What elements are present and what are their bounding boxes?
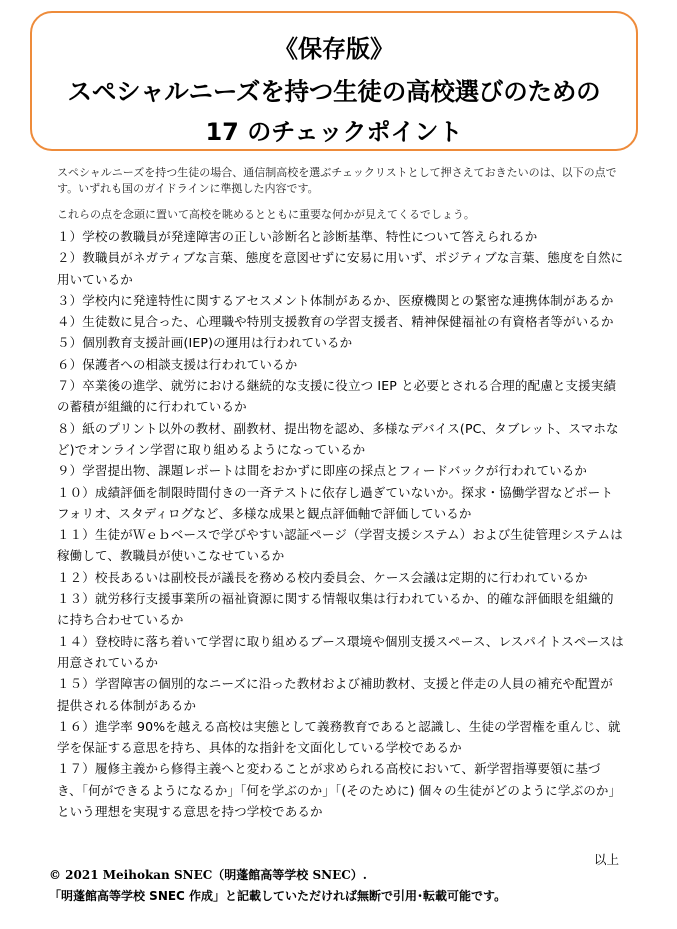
title-box — [30, 11, 638, 151]
checkpoint-item: ５）個別教育支援計画(IEP)の運用は行われているか — [57, 335, 353, 351]
intro-paragraph-1: スペシャルニーズを持つ生徒の場合、通信制高校を選ぶチェックリストとして押さえておきたいのは、以下の点です。いずれも国のガイドラインに準拠した内容です。 — [57, 166, 617, 195]
checkpoint-list — [57, 226, 625, 822]
closing-text: 以上 — [593, 852, 619, 867]
checkpoint-item: １２）校長あるいは副校長が議長を務める校内委員会、ケース会議は定期的に行われているか — [57, 569, 588, 585]
checkpoint-item: １）学校の教職員が発達障害の正しい診断名と診断基準、特性について答えられるか — [57, 229, 538, 244]
checkpoint-item: ７）卒業後の進学、就労における継続的な支援に役立つ IEP と必要とされる合理的配慮と支援実績の蓄積が組織的に行われているか — [57, 378, 617, 415]
title-line-1: 《保存版》 — [274, 35, 394, 63]
title-line-3: 17 のチェックポイント — [205, 118, 463, 146]
checkpoint-item: ６）保護者への相談支援は行われているか — [57, 356, 298, 372]
checkpoint-item: １７）履修主義から修得主義へと変わることが求められる高校において、新学習指導要領に基づき、「何ができるようになるか」「何を学ぶのか」「(そのために) 個々の生徒がどのように学ぶのか」という理想を実現する意思を持つ学校であるか — [57, 761, 622, 820]
copyright-notice: © 2021 Meihokan SNEC（明蓬館高等学校 SNEC）. — [49, 868, 367, 882]
checkpoint-item: １０）成績評価を制限時間付きの一斉テストに依存し過ぎていないか。探求・協働学習などポートフォリオ、スタディログなど、多様な成果と観点評価軸で評価しているか — [57, 484, 614, 521]
checkpoint-item: １１）生徒がＷｅｂベースで学びやすい認証ページ（学習支援システム）および生徒管理システムは稼働して、教職員が使いこなせているか — [57, 527, 623, 564]
title-line-2: スペシャルニーズを持つ生徒の高校選びのための — [67, 77, 601, 106]
checkpoint-item: ２）教職員がネガティブな言葉、態度を意図せずに安易に用いず、ポジティブな言葉、態度を自然に用いているか — [57, 250, 624, 287]
checkpoint-item: ９）学習提出物、課題レポートは間をおかずに即座の採点とフィードバックが行われているか — [57, 463, 588, 479]
checkpoint-item: １４）登校時に落ち着いて学習に取り組めるブース環境や個別支援スペース、レスパイトスペースは用意されているか — [57, 633, 624, 670]
checkpoint-item: １６）進学率 90%を越える高校は実態として義務教育であると認識し、生徒の学習権を重んじ、就学を保証する意思を持ち、具体的な指針を文面化している学校であるか — [57, 718, 621, 756]
usage-note: 「明蓬館高等学校 SNEC 作成」と記載していただければ無断で引用･転載可能です。 — [49, 889, 507, 903]
checkpoint-item: ８）紙のプリント以外の教材、副教材、提出物を認め、多様なデバイス(PC、タブレット、スマホなど)でオンライン学習に取り組めるようになっているか — [57, 420, 619, 457]
checkpoint-item: １３）就労移行支援事業所の福祉資源に関する情報収集は行われているか、的確な評価眼を組織的に持ち合わせているか — [57, 591, 614, 628]
checkpoint-item: ３）学校内に発達特性に関するアセスメント体制があるか、医療機関との緊密な連携体制があるか — [57, 292, 614, 308]
checkpoint-item: １５）学習障害の個別的なニーズに沿った教材および補助教材、支援と伴走の人員の補充や配置が提供される体制があるか — [57, 676, 613, 713]
intro-paragraph-2: これらの点を念頭に置いて高校を眺めるとともに重要な何かが見えてくるでしょう。 — [57, 208, 475, 221]
checkpoint-item: ４）生徒数に見合った、心理職や特別支援教育の学習支援者、精神保健福祉の有資格者等がいるか — [57, 314, 614, 330]
